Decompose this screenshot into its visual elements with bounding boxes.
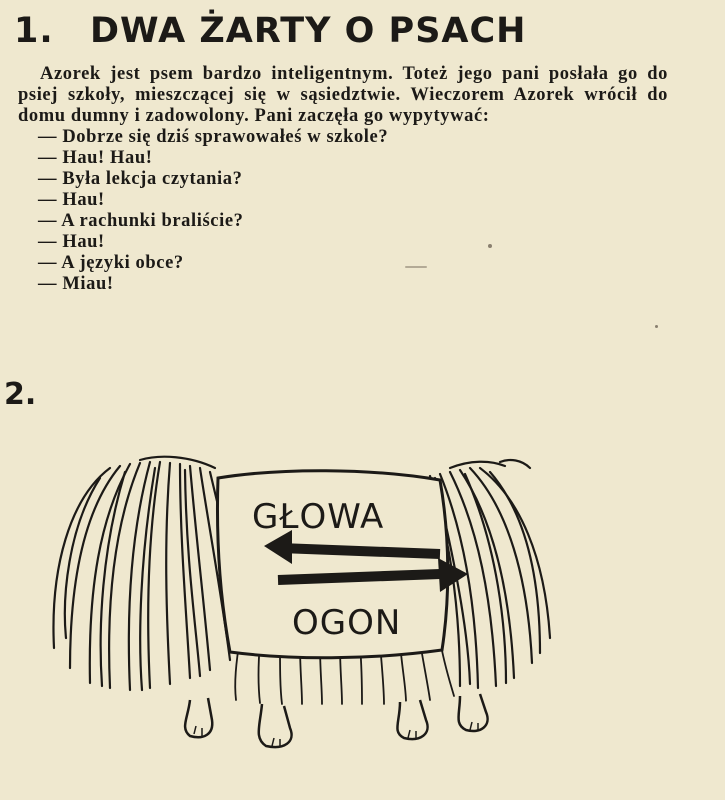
dialogue-line: — A języki obce?	[38, 253, 184, 273]
joke-number-1: 1.	[14, 11, 54, 51]
joke-1-paragraph: Azorek jest psem bardzo inteligentnym. Toteż jego pani posłała go do psiej szkoły, mieszczącej się w sąsiedztwie. Wieczorem Azorek wrócił do domu dumny i zadowolony. Pani zaczęła go wypytywać:	[18, 64, 668, 126]
article-title: DWA ŻARTY O PSACH	[90, 11, 527, 51]
joke-1-dialogue	[18, 127, 668, 295]
paw-marks	[194, 722, 478, 747]
dialogue-line: — Hau! Hau!	[38, 148, 153, 168]
sign-top-label: GŁOWA	[252, 497, 385, 537]
joke-number-2: 2.	[4, 377, 37, 412]
dialogue-line: — A rachunki braliście?	[38, 211, 244, 231]
paper-speck	[655, 325, 658, 328]
sign-bottom-label: OGON	[292, 603, 402, 643]
dog-cartoon-illustration	[40, 438, 620, 788]
article-heading	[14, 6, 526, 56]
dog-legs	[185, 694, 488, 747]
dialogue-line: — Była lekcja czytania?	[38, 169, 243, 189]
dialogue-line: — Dobrze się dziś sprawowałeś w szkole?	[38, 127, 389, 147]
paper-speck	[488, 244, 492, 248]
paper-speck	[405, 266, 427, 268]
dialogue-line: — Hau!	[38, 232, 105, 252]
dialogue-line: — Hau!	[38, 190, 105, 210]
joke-1-text	[18, 64, 668, 295]
dialogue-line: — Miau!	[38, 274, 114, 294]
